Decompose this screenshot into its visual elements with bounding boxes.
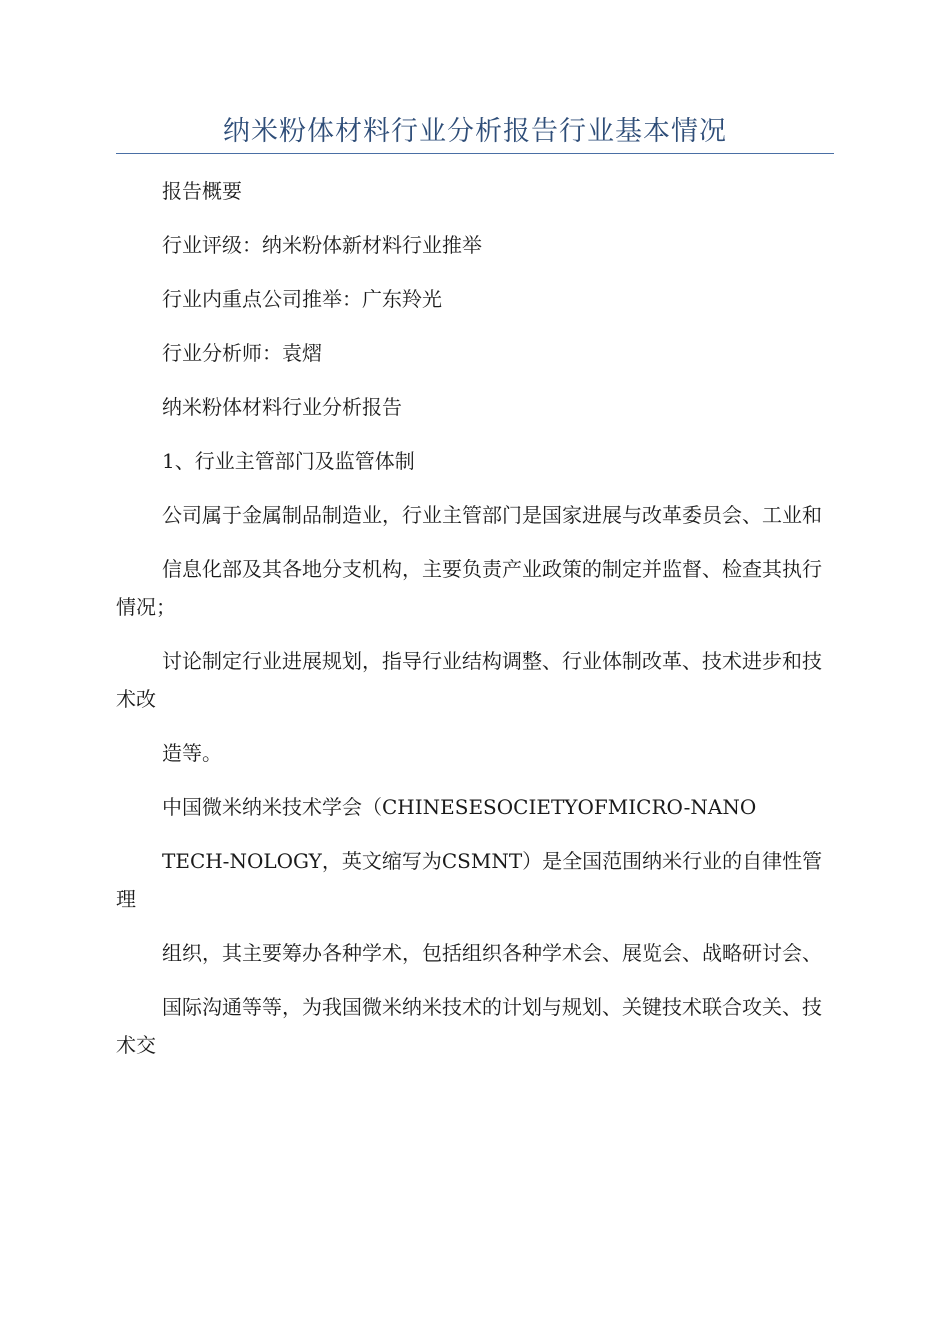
paragraph-key-company: 行业内重点公司推举：广东羚光 xyxy=(162,287,442,311)
paragraph-industry-rating: 行业评级：纳米粉体新材料行业推举 xyxy=(162,233,482,257)
paragraph-analyst: 行业分析师：袁熠 xyxy=(162,341,322,365)
paragraph: 讨论制定行业进展规划，指导行业结构调整、行业体制改革、技术进步和技术改 xyxy=(116,649,822,711)
section-heading-regulation: 1、行业主管部门及监管体制 xyxy=(162,449,415,473)
title-underline xyxy=(116,153,834,154)
paragraph: 造等。 xyxy=(162,741,222,765)
paragraph: 国际沟通等等，为我国微米纳米技术的计划与规划、关键技术联合攻关、技术交 xyxy=(116,995,822,1057)
paragraph-report-summary: 报告概要 xyxy=(162,179,242,203)
paragraph: TECH-NOLOGY，英文缩写为CSMNT）是全国范围纳米行业的自律性管理 xyxy=(116,849,823,911)
paragraph: 组织，其主要筹办各种学术，包括组织各种学术会、展览会、战略研讨会、 xyxy=(162,941,822,965)
paragraph-report-name: 纳米粉体材料行业分析报告 xyxy=(162,395,402,419)
paragraph: 公司属于金属制品制造业，行业主管部门是国家进展与改革委员会、工业和 xyxy=(162,503,822,527)
document-title: 纳米粉体材料行业分析报告行业基本情况 xyxy=(223,116,727,147)
paragraph: 中国微米纳米技术学会（CHINESESOCIETYOFMICRO-NANO xyxy=(162,795,757,819)
document-body xyxy=(116,172,834,1080)
paragraph: 信息化部及其各地分支机构，主要负责产业政策的制定并监督、检查其执行情况； xyxy=(116,557,822,619)
